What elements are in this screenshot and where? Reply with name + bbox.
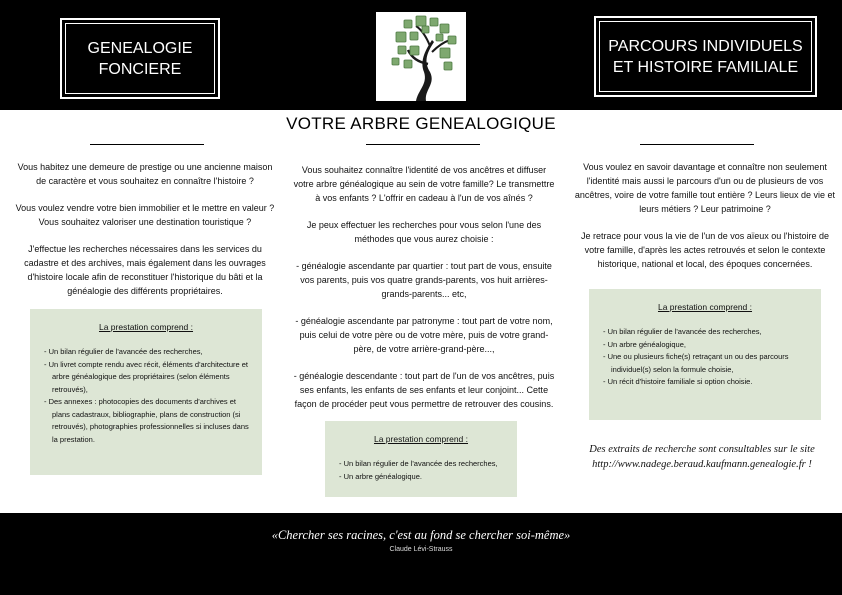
extracts-url[interactable]: http://www.nadege.beraud.kaufmann.genealogie.fr !: [592, 459, 812, 470]
right-column: [570, 160, 840, 284]
left-prestation-box: [30, 309, 262, 475]
tree-logo-icon: [376, 12, 466, 101]
main-title: VOTRE ARBRE GENEALOGIQUE: [286, 114, 556, 133]
right-paragraph: Vous voulez en savoir davantage et connaître non seulement l'identité mais aussi le parcours d'un ou de plusieurs de vos ancêtres, voire de votre famille tout entière ? Leurs lieux de vie et leurs métiers ? Leur patrimoine ?: [574, 162, 836, 214]
rule-left: [90, 144, 204, 145]
rule-center: [366, 144, 480, 145]
center-paragraph: Je peux effectuer les recherches pour vous selon l'une des méthodes que vous aurez choisie :: [306, 220, 542, 244]
list-item: - Un récit d'histoire familiale si option choisie.: [603, 377, 753, 386]
list-item: - Un bilan régulier de l'avancée des recherches,: [603, 327, 762, 336]
list-item: - Un livret compte rendu avec récit, éléments d'architecture et arbre généalogique des propriétaires (selon éléments retrouvés),: [44, 359, 249, 394]
left-title-line2: FONCIERE: [98, 60, 182, 78]
extracts-text: Des extraits de recherche sont consultables sur le site: [589, 444, 815, 455]
tree-logo: [376, 12, 466, 101]
center-prestation-box: [325, 421, 517, 497]
center-column: [292, 163, 556, 424]
list-item: - Des annexes : photocopies des documents d'archives et plans cadastraux, bibliographie, plans de construction (si retrouvés), photographies professionnelles si incluses dans la prestation.: [44, 397, 249, 444]
center-box-title: La prestation comprend :: [373, 434, 469, 444]
right-box-title: La prestation comprend :: [657, 302, 753, 312]
right-title-line2: ET HISTOIRE FAMILIALE: [612, 58, 799, 76]
left-title-box: [60, 18, 220, 99]
list-item: - Une ou plusieurs fiche(s) retraçant un ou des parcours individuel(s) selon la formule choisie,: [603, 352, 789, 374]
right-prestation-box: [589, 289, 821, 420]
left-title-line1: GENEALOGIE: [87, 39, 193, 57]
footer-author: Claude Lévi-Strauss: [389, 546, 453, 553]
center-paragraph: - généalogie ascendante par quartier : tout part de vous, ensuite vos parents, puis vos quatre grands-parents, vos huit arrières-grands-parents... etc,: [296, 261, 552, 299]
list-item: - Un arbre généalogique.: [339, 471, 422, 481]
center-paragraph: - généalogie ascendante par patronyme : tout part de votre nom, puis celui de votre père ou de votre mère, puis de votre grand-père, de votre arrière-grand-père...,: [295, 316, 553, 354]
list-item: - Un arbre généalogique,: [603, 339, 686, 349]
rule-right: [640, 144, 754, 145]
list-item: - Un bilan régulier de l'avancée des recherches,: [339, 459, 498, 468]
left-paragraph: Vous voulez vendre votre bien immobilier et le mettre en valeur ? Vous souhaitez valoriser une destination touristique ?: [15, 203, 275, 227]
extracts-note: [567, 442, 837, 472]
right-title-box: [594, 16, 817, 97]
right-title-line1: PARCOURS INDIVIDUELS: [608, 37, 803, 55]
footer-band: [0, 513, 842, 595]
left-box-title: La prestation comprend :: [98, 322, 194, 332]
center-paragraph: Vous souhaitez connaître l'identité de vos ancêtres et diffuser votre arbre généalogique au sein de votre famille? Le transmettre à vos enfants ? L'offrir en cadeau à l'un de vos aînés ?: [293, 165, 555, 203]
footer-quote: «Chercher ses racines, c'est au fond se chercher soi-même»: [271, 528, 571, 542]
left-paragraph: Vous habitez une demeure de prestige ou une ancienne maison de caractère et vous souhaitez en connaître l'histoire ?: [17, 162, 273, 186]
center-paragraph: - généalogie descendante : tout part de l'un de vos ancêtres, puis ses enfants, les enfants de ses enfants et leur conjoint... Cette façon de procéder peut vous permettre de retrouver des cousins.: [293, 371, 555, 409]
list-item: - Un bilan régulier de l'avancée des recherches,: [44, 347, 203, 356]
left-column: [14, 160, 276, 311]
left-paragraph: J'effectue les recherches nécessaires dans les services du cadastre et des archives, mais également dans les ouvrages d'histoire locale afin de reconstituer l'historique du bâti et la généalogie des différents propriétaires.: [24, 244, 266, 296]
right-paragraph: Je retrace pour vous la vie de l'un de vos aïeux ou l'histoire de votre famille, d'après les actes retrouvés et selon le contexte historique, national et local, des époques concernées.: [580, 231, 830, 269]
